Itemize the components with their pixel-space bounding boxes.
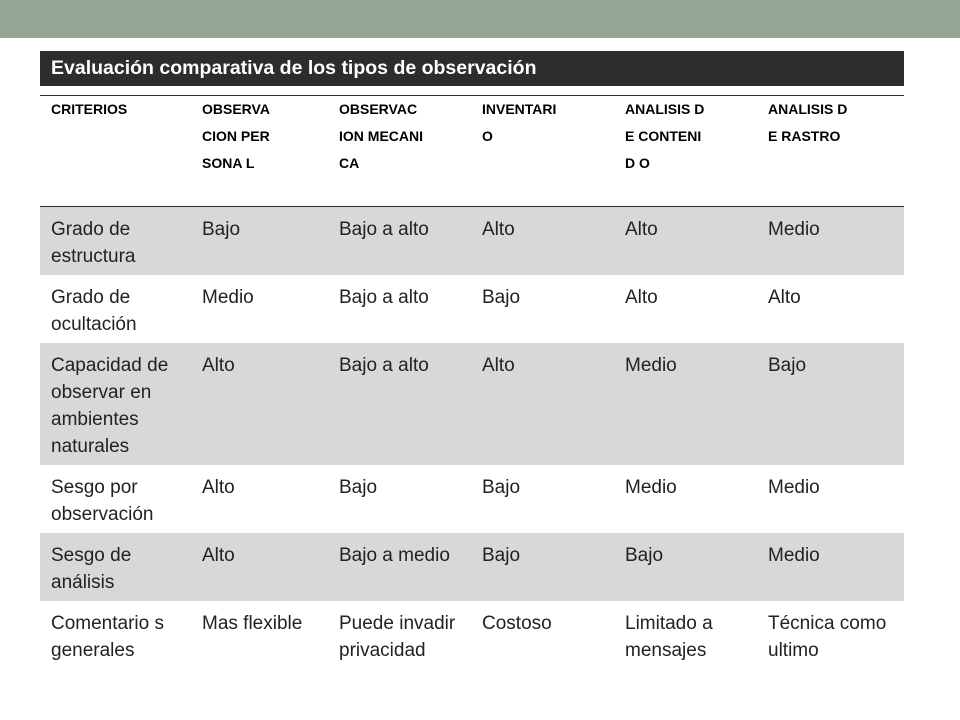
cell-inventario: Alto — [482, 343, 625, 465]
cell-analisis-contenido: Alto — [625, 287, 658, 308]
cell-observacion-mecanica: Bajo a alto — [339, 287, 429, 308]
cell-analisis-rastro: Técnica como ultimo — [768, 613, 887, 661]
cell-observacion-personal: Mas flexible — [202, 613, 303, 634]
cell-observacion-mecanica: Bajo a medio — [339, 533, 482, 601]
header-analisis-contenido: ANALISIS DE CONTENID O — [625, 96, 768, 207]
data-grid — [40, 96, 904, 669]
cell-inventario: Bajo — [482, 287, 521, 308]
header-analisis-rastro: ANALISIS DE RASTRO — [768, 96, 904, 207]
table-row — [40, 465, 904, 533]
title-divider — [40, 86, 904, 96]
row-criterion: Sesgo de análisis — [40, 533, 202, 601]
cell-inventario: Alto — [482, 207, 625, 276]
row-criterion: Capacidad de observar en ambientes naturales — [40, 343, 202, 465]
cell-observacion-personal: Medio — [202, 287, 254, 308]
cell-analisis-contenido: Alto — [625, 207, 768, 276]
header-criterios: CRITERIOS — [40, 96, 202, 207]
cell-observacion-mecanica: Bajo — [339, 477, 378, 498]
table-row — [40, 207, 904, 276]
header-observacion-mecanica: OBSERVAC ION MECANICA — [339, 96, 482, 207]
header-inventario: INVENTARI O — [482, 96, 625, 207]
cell-observacion-personal: Alto — [202, 533, 339, 601]
cell-analisis-rastro: Medio — [768, 533, 904, 601]
comparison-table — [40, 51, 904, 669]
cell-analisis-rastro: Medio — [768, 477, 820, 498]
top-decorative-band — [0, 0, 960, 38]
cell-observacion-mecanica: Bajo a alto — [339, 343, 482, 465]
cell-observacion-personal: Alto — [202, 477, 235, 498]
cell-analisis-rastro: Bajo — [768, 343, 904, 465]
table-row — [40, 275, 904, 343]
cell-observacion-personal: Alto — [202, 343, 339, 465]
header-observacion-personal: OBSERVA CION PERSONA L — [202, 96, 339, 207]
row-criterion: Comentario s generales — [51, 613, 164, 661]
table-row — [40, 533, 904, 601]
table-title: Evaluación comparativa de los tipos de observación — [40, 51, 904, 86]
cell-analisis-contenido: Limitado a mensajes — [625, 613, 713, 661]
cell-observacion-mecanica: Bajo a alto — [339, 207, 482, 276]
row-criterion: Sesgo por observación — [51, 477, 154, 525]
cell-analisis-contenido: Bajo — [625, 533, 768, 601]
cell-analisis-rastro: Medio — [768, 207, 904, 276]
header-row — [40, 96, 904, 207]
row-criterion: Grado de ocultación — [51, 287, 137, 335]
cell-analisis-contenido: Medio — [625, 343, 768, 465]
cell-inventario: Costoso — [482, 613, 552, 634]
cell-inventario: Bajo — [482, 477, 521, 498]
table-row — [40, 601, 904, 669]
table-row — [40, 343, 904, 465]
cell-analisis-rastro: Alto — [768, 287, 801, 308]
cell-analisis-contenido: Medio — [625, 477, 677, 498]
cell-observacion-personal: Bajo — [202, 207, 339, 276]
row-criterion: Grado de estructura — [40, 207, 202, 276]
cell-observacion-mecanica: Puede invadir privacidad — [339, 613, 456, 661]
cell-inventario: Bajo — [482, 533, 625, 601]
